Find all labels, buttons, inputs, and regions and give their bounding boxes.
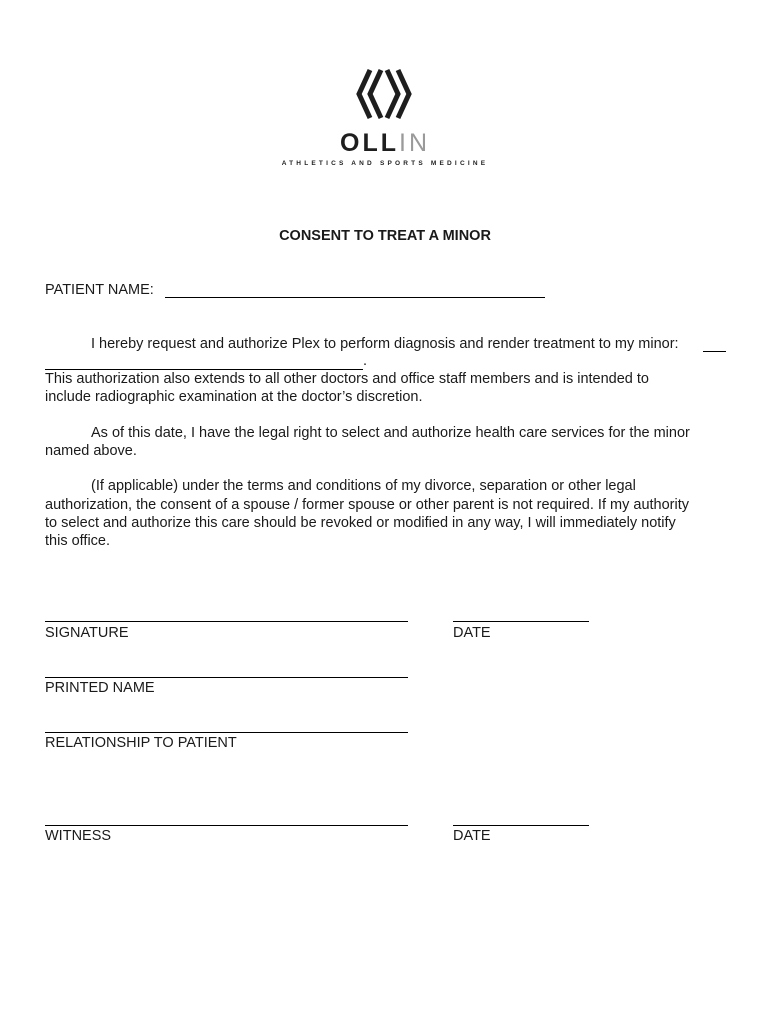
paragraph3-line3: to select and authorize this care should be revoked or modified in any way, I will immediately notify: [45, 515, 676, 531]
paragraph1-period: .: [363, 353, 368, 369]
signature-date-label: DATE: [453, 625, 491, 641]
relationship-field[interactable]: [45, 732, 408, 733]
brand-tagline: ATHLETICS AND SPORTS MEDICINE: [281, 160, 489, 167]
brand-name-dark: OLL: [340, 129, 399, 157]
minor-name-field-start[interactable]: [703, 351, 726, 352]
signature-date-field[interactable]: [453, 621, 589, 622]
signature-field[interactable]: [45, 621, 408, 622]
ollin-logo-icon: [356, 66, 412, 122]
paragraph3-line2: authorization, the consent of a spouse / former spouse or other parent is not required. If my authority: [45, 497, 689, 513]
printed-name-label: PRINTED NAME: [45, 680, 155, 696]
paragraph1-line1: I hereby request and authorize Plex to perform diagnosis and render treatment to my minor:: [91, 336, 679, 352]
paragraph1-line2: This authorization also extends to all other doctors and office staff members and is intended to: [45, 371, 649, 387]
paragraph1-line3: include radiographic examination at the doctor’s discretion.: [45, 389, 423, 405]
paragraph2-line2: named above.: [45, 443, 137, 459]
witness-label: WITNESS: [45, 828, 112, 844]
signature-label: SIGNATURE: [45, 625, 129, 641]
relationship-label: RELATIONSHIP TO PATIENT: [45, 735, 237, 751]
brand-name-light: IN: [399, 129, 430, 157]
paragraph2-line1: As of this date, I have the legal right to select and authorize health care services for the minor: [91, 425, 690, 441]
patient-name-label: PATIENT NAME:: [45, 282, 154, 298]
witness-date-label: DATE: [453, 828, 491, 844]
brand-name: [0, 128, 770, 158]
paragraph3-line4: this office.: [45, 533, 111, 549]
document-title: CONSENT TO TREAT A MINOR: [279, 228, 491, 244]
printed-name-field[interactable]: [45, 677, 408, 678]
paragraph3-line1: (If applicable) under the terms and conditions of my divorce, separation or other legal: [91, 478, 636, 494]
witness-date-field[interactable]: [453, 825, 589, 826]
witness-field[interactable]: [45, 825, 408, 826]
patient-name-field[interactable]: [165, 297, 545, 298]
